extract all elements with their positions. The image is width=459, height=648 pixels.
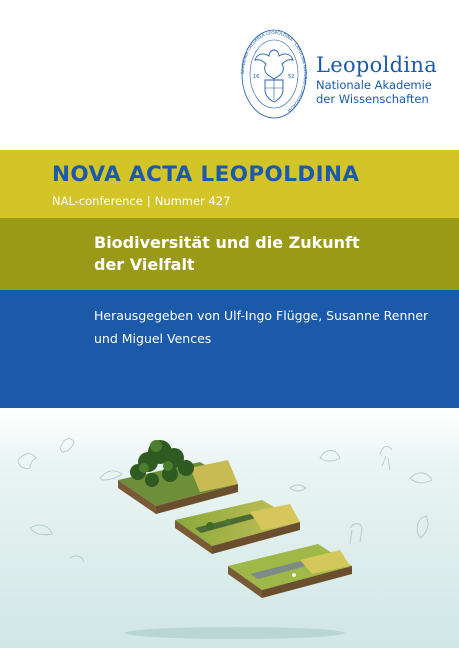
series-band	[0, 150, 459, 218]
seal-year-left: 16	[253, 74, 260, 80]
title-band	[0, 218, 459, 290]
series-separator: |	[146, 194, 151, 208]
publisher-logo	[316, 54, 437, 106]
landscape-layers-illustration	[0, 408, 459, 648]
book-title-line1: Biodiversität und die Zukunft	[94, 233, 360, 252]
book-title	[94, 232, 360, 276]
seal-ring-text: ACADEMIA CAESAREA LEOPOLDINA · CAROLINA NATURAE CURIOSORUM	[240, 29, 308, 114]
book-title-line2: der Vielfalt	[94, 255, 195, 274]
leopoldina-seal-icon	[240, 28, 308, 124]
publisher-line1: Nationale Akademie	[316, 78, 432, 92]
series-subtitle	[52, 194, 230, 208]
publisher-line2: der Wissenschaften	[316, 92, 429, 106]
editors-line2: und Miguel Vences	[94, 331, 212, 346]
publisher-name: Leopoldina	[316, 53, 438, 77]
series-number: Nummer 427	[154, 194, 231, 208]
series-type: NAL-conference	[52, 194, 143, 208]
seal-year-right: 52	[288, 74, 295, 80]
series-title: NOVA ACTA LEOPOLDINA	[52, 162, 360, 187]
editors-text	[94, 304, 428, 350]
editors-line1: Herausgegeben von Ulf-Ingo Flügge, Susanne Renner	[94, 308, 429, 323]
editors-band	[0, 290, 459, 408]
